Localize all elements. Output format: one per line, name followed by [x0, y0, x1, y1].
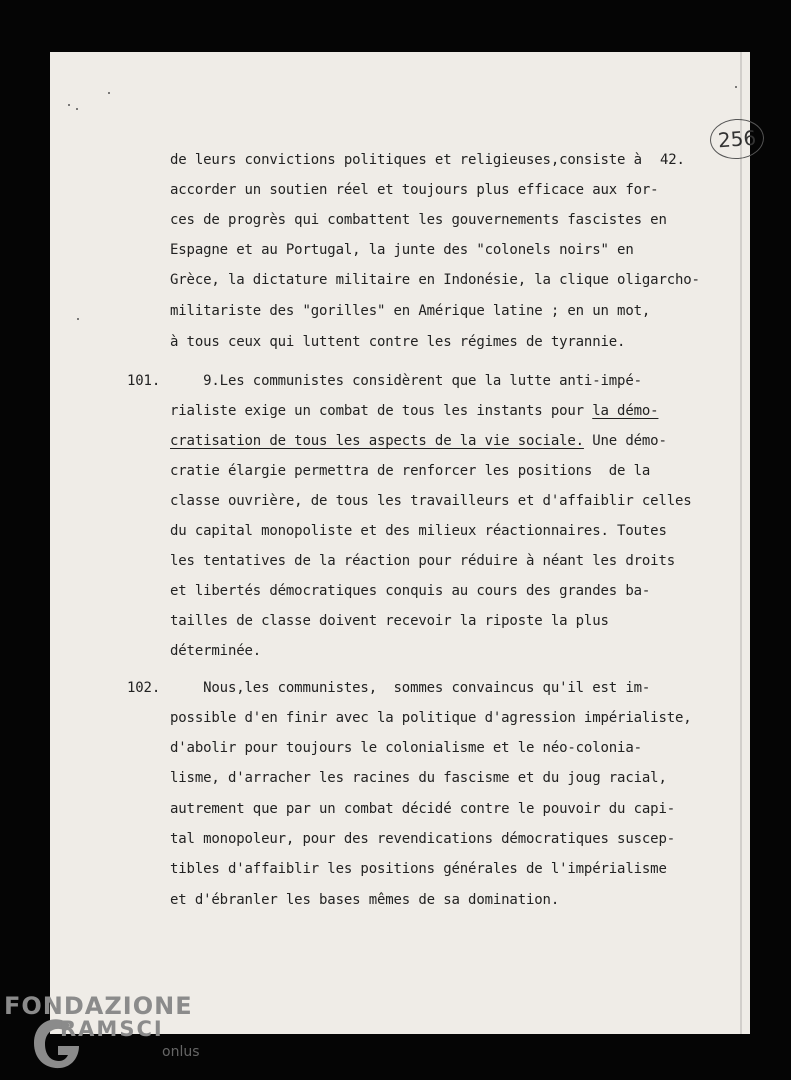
- paper-speck: [68, 104, 70, 106]
- text-line: du capital monopoliste et des milieux réactionnaires. Toutes: [170, 523, 667, 539]
- text-line: et d'ébranler les bases mêmes de sa domination.: [170, 892, 560, 908]
- text-line: déterminée.: [170, 643, 262, 659]
- watermark-subtitle: onlus: [162, 1044, 200, 1060]
- paper-speck: [735, 86, 737, 88]
- paragraph-number: 102.: [127, 680, 161, 696]
- text-line: d'abolir pour toujours le colonialisme et le néo-colonia-: [170, 740, 642, 756]
- text-line: cratie élargie permettra de renforcer les positions de la: [170, 463, 651, 479]
- text-line: les tentatives de la réaction pour réduire à néant les droits: [170, 553, 676, 569]
- text-line: tibles d'affaiblir les positions générales de l'impérialisme: [170, 861, 667, 877]
- archive-number-circle: 256: [709, 117, 766, 161]
- watermark-line1: FONDAZIONE: [4, 992, 193, 1020]
- text-line: militariste des "gorilles" en Amérique latine ; en un mot,: [170, 303, 651, 319]
- underlined-text: cratisation de tous les aspects de la vie sociale.: [170, 433, 584, 449]
- text-line: tal monopoleur, pour des revendications démocratiques suscep-: [170, 831, 676, 847]
- text-line: autrement que par un combat décidé contre le pouvoir du capi-: [170, 801, 676, 817]
- text-line: de leurs convictions politiques et religieuses,consiste à: [170, 152, 642, 168]
- underlined-text: la démo-: [592, 403, 659, 419]
- paper-speck: [108, 92, 110, 94]
- text-line: lisme, d'arracher les racines du fascisme et du joug racial,: [170, 770, 667, 786]
- text-line: ces de progrès qui combattent les gouvernements fascistes en: [170, 212, 667, 228]
- text-line: [170, 431, 730, 451]
- paper-speck: [77, 318, 79, 320]
- text-line: à tous ceux qui luttent contre les régimes de tyrannie.: [170, 334, 626, 350]
- text-line: classe ouvrière, de tous les travailleurs et d'affaiblir celles: [170, 493, 692, 509]
- watermark-line2: RAMSCI: [60, 1017, 164, 1041]
- fondazione-gramsci-watermark: [4, 992, 224, 1074]
- text-line: possible d'en finir avec la politique d'agression impérialiste,: [170, 710, 692, 726]
- text-line: 9.Les communistes considèrent que la lutte anti-impé-: [170, 373, 642, 389]
- paper-speck: [76, 108, 78, 110]
- text-line: accorder un soutien réel et toujours plus efficace aux for-: [170, 182, 659, 198]
- text-line: Nous,les communistes, sommes convaincus qu'il est im-: [170, 680, 651, 696]
- text-line: Espagne et au Portugal, la junte des "colonels noirs" en: [170, 242, 634, 258]
- page-number: 42.: [660, 152, 685, 168]
- text-line: Grèce, la dictature militaire en Indonésie, la clique oligarcho-: [170, 272, 700, 288]
- text-line: tailles de classe doivent recevoir la riposte la plus: [170, 613, 609, 629]
- text-segment: Une démo-: [583, 433, 667, 449]
- text-segment: rialiste exige un combat de tous les instants pour: [170, 403, 593, 419]
- text-line: [170, 401, 730, 421]
- paragraph-number: 101.: [127, 373, 161, 389]
- text-line: et libertés démocratiques conquis au cours des grandes ba-: [170, 583, 651, 599]
